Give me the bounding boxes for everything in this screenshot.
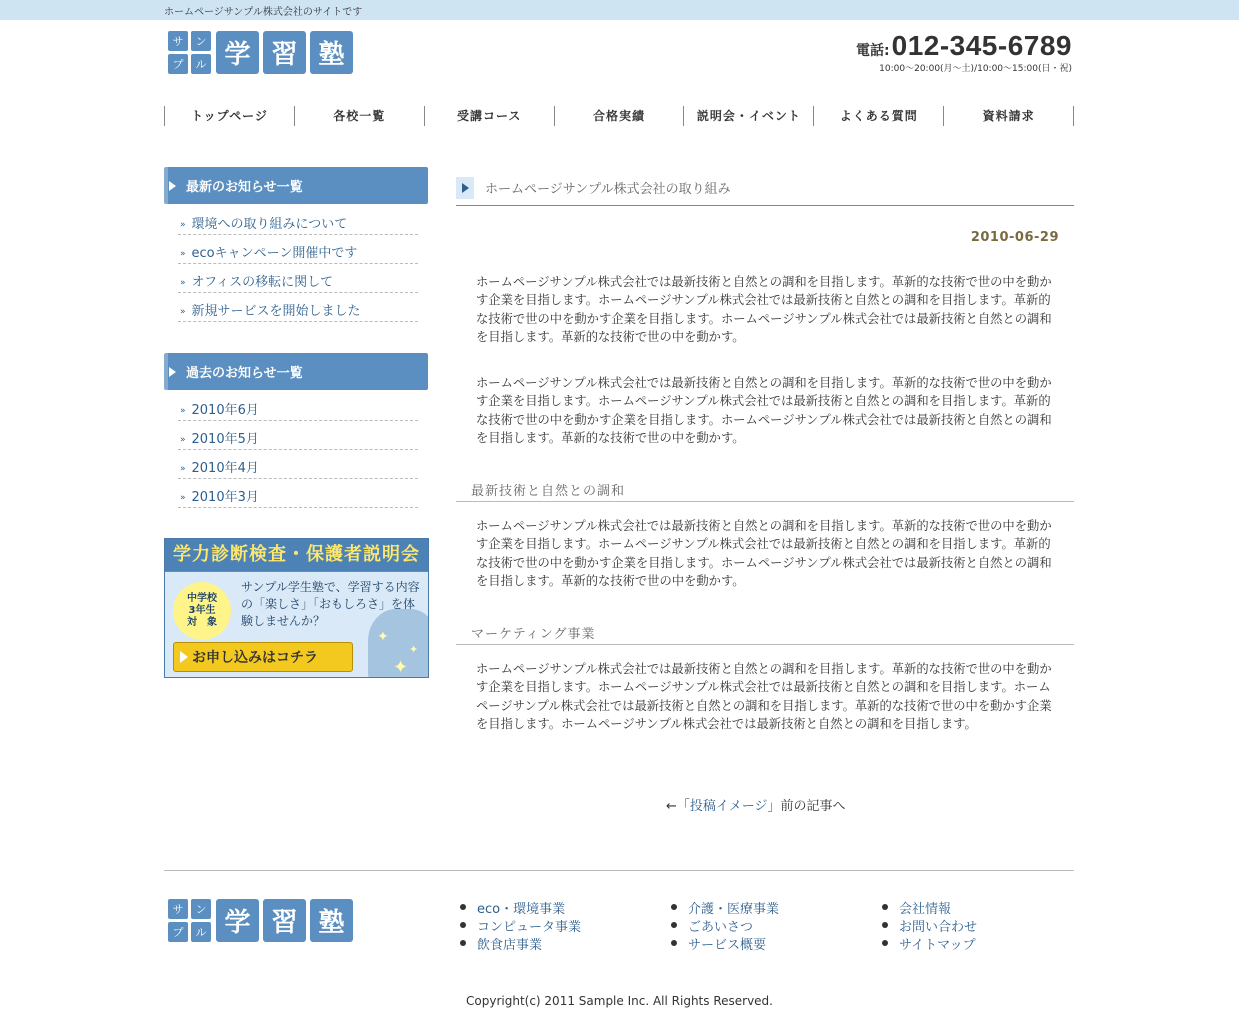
list-item[interactable]	[178, 392, 418, 421]
archive-link[interactable]: 2010年4月	[191, 461, 259, 476]
logo-char: プ	[168, 54, 188, 74]
banner-title: 学力診断検査・保護者説明会	[165, 539, 428, 571]
logo-char: プ	[168, 922, 188, 942]
bullet-icon	[882, 922, 888, 928]
footer-link-label[interactable]: 介護・医療事業	[688, 901, 780, 917]
site-logo[interactable]	[168, 31, 357, 74]
prev-post-bracket: 「	[676, 799, 690, 814]
nav-item-results[interactable]: 合格実績	[554, 106, 684, 126]
sidebar-archive-heading	[164, 353, 428, 390]
bullet-icon	[882, 940, 888, 946]
sidebar-heading-label: 過去のお知らせ一覧	[186, 366, 303, 381]
nav-item-faq[interactable]: よくある質問	[813, 106, 943, 126]
post-paragraph: ホームページサンプル株式会社では最新技術と自然との調和を目指します。革新的な技術で世の中を動かす企業を目指します。ホームページサンプル株式会社では最新技術と自然との調和を目指します。革新的な技術で世の中を動かす企業を目指します。ホームページサンプル株式会社では最新技術と自然との調和を目指します。革新的な技術で世の中を動かす。	[476, 275, 1052, 344]
double-chevron-icon: »	[180, 406, 186, 416]
sparkle-icon: ✦	[377, 629, 389, 645]
logo-char-big: 習	[263, 899, 306, 942]
post-paragraph: ホームページサンプル株式会社では最新技術と自然との調和を目指します。革新的な技術で世の中を動かす企業を目指します。ホームページサンプル株式会社では最新技術と自然との調和を目指します。ホームページサンプル株式会社では最新技術と自然との調和を目指します。革新的な技術で世の中を動かす企業を目指します。ホームページサンプル株式会社では最新技術と自然との調和を目指します。	[476, 662, 1052, 731]
bullet-icon	[671, 904, 677, 910]
badge-line: 3年生	[188, 605, 216, 616]
phone-number: 012-345-6789	[891, 30, 1072, 61]
footer-link[interactable]	[667, 934, 779, 952]
footer-link[interactable]	[456, 898, 581, 916]
bullet-icon	[671, 922, 677, 928]
logo-char: ン	[191, 899, 211, 919]
target-badge	[173, 582, 231, 640]
list-item[interactable]	[178, 479, 418, 508]
footer-link[interactable]	[878, 898, 977, 916]
contact-phone-block	[856, 32, 1072, 74]
post-paragraph: ホームページサンプル株式会社では最新技術と自然との調和を目指します。革新的な技術で世の中を動かす企業を目指します。ホームページサンプル株式会社では最新技術と自然との調和を目指します。革新的な技術で世の中を動かす企業を目指します。ホームページサンプル株式会社では最新技術と自然との調和を目指します。革新的な技術で世の中を動かす。	[476, 519, 1052, 588]
sidebar-recent-list	[178, 206, 418, 322]
copyright: Copyright(c) 2011 Sample Inc. All Rights Reserved.	[466, 994, 773, 1008]
bullet-icon	[460, 904, 466, 910]
double-chevron-icon: »	[180, 435, 186, 445]
footer-link[interactable]	[878, 934, 977, 952]
footer-link-label[interactable]: 会社情報	[899, 901, 952, 917]
double-chevron-icon: »	[180, 278, 186, 288]
sidebar-archive-list	[178, 392, 418, 508]
logo-char-big: 学	[216, 31, 259, 74]
prev-post-link[interactable]: 投稿イメージ	[689, 799, 768, 814]
badge-line: 対 象	[187, 617, 217, 628]
footer-link[interactable]	[878, 916, 977, 934]
footer-logo[interactable]	[168, 899, 357, 942]
post-paragraph: ホームページサンプル株式会社では最新技術と自然との調和を目指します。革新的な技術で世の中を動かす企業を目指します。ホームページサンプル株式会社では最新技術と自然との調和を目指します。革新的な技術で世の中を動かす企業を目指します。ホームページサンプル株式会社では最新技術と自然との調和を目指します。革新的な技術で世の中を動かす。	[476, 376, 1052, 445]
footer-link-label[interactable]: 飲食店事業	[477, 937, 543, 953]
double-chevron-icon: »	[180, 493, 186, 503]
triangle-right-icon	[169, 367, 176, 377]
post-date: 2010-06-29	[970, 230, 1059, 245]
footer-divider	[164, 870, 1074, 871]
triangle-right-icon	[180, 651, 188, 663]
double-chevron-icon: »	[180, 307, 186, 317]
post-subheading: 最新技術と自然との調和	[456, 477, 1074, 502]
list-item[interactable]	[178, 264, 418, 293]
footer-link-label[interactable]: サービス概要	[688, 937, 767, 953]
logo-char-big: 学	[216, 899, 259, 942]
footer-link-label[interactable]: eco・環境事業	[477, 901, 566, 917]
logo-char-big: 塾	[310, 899, 353, 942]
list-item[interactable]	[178, 293, 418, 322]
footer-link-label[interactable]: サイトマップ	[899, 937, 976, 953]
news-link[interactable]: 環境への取り組みについて	[191, 217, 348, 232]
logo-sample-blocks	[168, 31, 211, 74]
footer-link-label[interactable]: コンピュータ事業	[477, 919, 582, 935]
prev-post-nav	[666, 795, 846, 814]
prev-post-suffix: 」前の記事へ	[767, 799, 846, 814]
site-tagline-bar	[0, 0, 1239, 20]
sidebar-recent-heading	[164, 167, 428, 204]
sparkle-icon: ✦	[409, 643, 419, 656]
logo-char: サ	[168, 31, 188, 51]
footer-links-col2	[667, 898, 779, 952]
bullet-icon	[671, 940, 677, 946]
triangle-right-icon	[169, 181, 176, 191]
logo-char: ル	[191, 54, 211, 74]
double-chevron-icon: »	[180, 249, 186, 259]
news-link[interactable]: 新規サービスを開始しました	[191, 304, 361, 319]
footer-link[interactable]	[667, 898, 779, 916]
phone-label: 電話:	[856, 43, 890, 59]
footer-links-col1	[456, 898, 581, 952]
post-subheading: マーケティング事業	[456, 620, 1074, 645]
double-chevron-icon: »	[180, 464, 186, 474]
footer-links-col3	[878, 898, 977, 952]
nav-item-events[interactable]: 説明会・イベント	[683, 106, 813, 126]
post-heading	[456, 170, 1074, 206]
global-nav	[164, 106, 1074, 126]
badge-line: 中学校	[187, 593, 217, 604]
double-chevron-icon: »	[180, 220, 186, 230]
site-tagline: ホームページサンプル株式会社のサイトです	[164, 7, 363, 18]
sidebar-heading-label: 最新のお知らせ一覧	[186, 180, 303, 195]
business-hours: 10:00〜20:00(月〜土)/10:00〜15:00(日・祝)	[879, 64, 1072, 74]
logo-char: ル	[191, 922, 211, 942]
banner-text: サンプル学生塾で、学習する内容の「楽しさ」「おもしろさ」を体験しませんか？	[241, 580, 420, 628]
footer-link-label[interactable]: ごあいさつ	[688, 919, 754, 935]
footer-link[interactable]	[456, 916, 581, 934]
promo-banner[interactable]	[164, 538, 429, 678]
news-link[interactable]: ecoキャンペーン開催中です	[191, 246, 358, 261]
list-item[interactable]	[178, 206, 418, 235]
post-title: ホームページサンプル株式会社の取り組み	[485, 182, 731, 197]
apply-button-label: お申し込みはコチラ	[192, 650, 318, 666]
logo-char: ン	[191, 31, 211, 51]
archive-link[interactable]: 2010年5月	[191, 432, 259, 447]
bullet-icon	[882, 904, 888, 910]
footer-link[interactable]	[456, 934, 581, 952]
logo-char-big: 習	[263, 31, 306, 74]
footer-link[interactable]	[667, 916, 779, 934]
archive-link[interactable]: 2010年3月	[191, 490, 259, 505]
logo-sample-blocks	[168, 899, 211, 942]
list-item[interactable]	[178, 421, 418, 450]
list-item[interactable]	[178, 235, 418, 264]
arrow-left-icon: ←	[666, 799, 677, 814]
nav-item-request[interactable]: 資料請求	[943, 106, 1074, 126]
nav-item-schools[interactable]: 各校一覧	[294, 106, 424, 126]
logo-char-big: 塾	[310, 31, 353, 74]
footer-link-label[interactable]: お問い合わせ	[899, 919, 978, 935]
apply-button[interactable]	[173, 642, 353, 672]
list-item[interactable]	[178, 450, 418, 479]
bullet-icon	[460, 940, 466, 946]
sparkle-icon: ✦	[393, 657, 409, 678]
news-link[interactable]: オフィスの移転に関して	[191, 275, 334, 290]
triangle-right-icon	[456, 177, 474, 199]
bullet-icon	[460, 922, 466, 928]
nav-item-top[interactable]: トップページ	[164, 106, 294, 126]
nav-item-courses[interactable]: 受講コース	[424, 106, 554, 126]
archive-link[interactable]: 2010年6月	[191, 403, 259, 418]
logo-char: サ	[168, 899, 188, 919]
